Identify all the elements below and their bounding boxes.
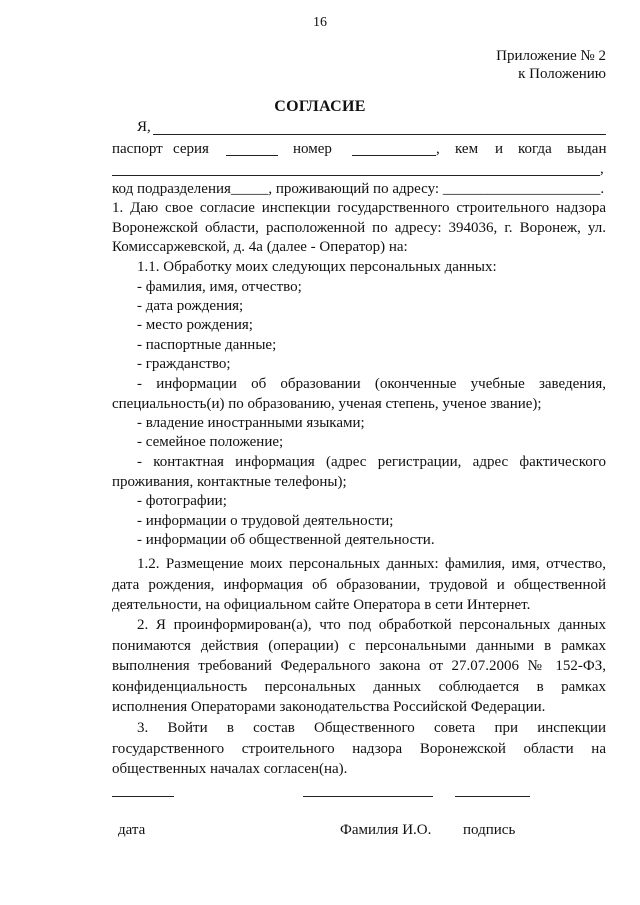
ya-label: Я, xyxy=(137,119,151,135)
issued-by-blank-line xyxy=(112,175,600,176)
contact-line-2: проживания, контактные телефоны); xyxy=(112,473,347,490)
comma-mark: , xyxy=(436,141,440,157)
list-item: - дата рождения; xyxy=(137,298,244,314)
p2-line-3: выполнения требований Федерального закона от 27.07.2006 № 152-ФЗ, xyxy=(112,658,606,674)
list-item: - семейное положение; xyxy=(137,434,284,450)
contact-line-1: - контактная информация (адрес регистрации, адрес фактического xyxy=(137,454,606,470)
edu-line-2: специальность(и) по образованию, ученая степень, ученое звание); xyxy=(112,395,542,412)
passport-label: паспорт xyxy=(112,141,163,157)
paragraph-1 xyxy=(112,199,606,258)
p2-line-4: конфиденциальность персональных данных соблюдается в рамках xyxy=(112,678,606,695)
education-item xyxy=(112,375,606,414)
number-label: номер xyxy=(293,141,332,157)
list-item: - информации об общественной деятельности. xyxy=(137,532,435,548)
list-item: - владение иностранными языками; xyxy=(137,415,365,431)
date-label: дата xyxy=(118,822,146,838)
appendix-reference xyxy=(496,47,606,83)
signature-label: подпись xyxy=(463,822,516,838)
appendix-line-2: к Положению xyxy=(518,66,606,82)
p3-line-2: государственного строительного надзора Воронежской области на xyxy=(112,740,606,757)
p2-line-5: исполнения Операторами законодательства Российской Федерации. xyxy=(112,699,546,715)
sign-signature-line xyxy=(455,796,530,797)
p2-line-1: 2. Я проинформирован(а), что под обработкой персональных данных xyxy=(137,617,606,633)
list-item: - фамилия, имя, отчество; xyxy=(137,279,302,295)
date-signature-line xyxy=(112,796,174,797)
list-item: - гражданство; xyxy=(137,356,231,372)
appendix-line-1: Приложение № 2 xyxy=(496,48,606,64)
number-blank-line xyxy=(352,155,436,156)
list-item: - паспортные данные; xyxy=(137,337,277,353)
paragraph-3 xyxy=(112,718,606,780)
document-title: СОГЛАСИЕ xyxy=(274,98,366,115)
name-blank-line xyxy=(153,134,606,135)
page-number: 16 xyxy=(313,15,327,30)
vydan-label: выдан xyxy=(567,141,607,157)
full-name-label: Фамилия И.О. xyxy=(340,822,432,838)
p12-line-3: деятельности, на официальном сайте Оператора в сети Интернет. xyxy=(112,597,531,613)
list-item: - фотографии; xyxy=(137,493,227,509)
edu-line-1: - информации об образовании (оконченные учебные заведения, xyxy=(137,376,606,392)
list-item: - информации о трудовой деятельности; xyxy=(137,513,394,529)
contact-item xyxy=(112,453,606,492)
p12-line-2: дата рождения, информация об образовании, трудовой и общественной xyxy=(112,576,606,593)
p3-line-3: общественных началах согласен(на). xyxy=(112,761,348,777)
kem-label: кем xyxy=(455,141,479,157)
series-label: серия xyxy=(173,141,209,157)
p12-line-1: 1.2. Размещение моих персональных данных: фамилия, имя, отчество, xyxy=(137,556,606,572)
name-signature-line xyxy=(303,796,433,797)
series-blank-line xyxy=(226,155,278,156)
code-address-line: код подразделения_____, проживающий по адресу: _____________________. xyxy=(112,181,605,197)
paragraph-1-1: 1.1. Обработку моих следующих персональных данных: xyxy=(137,259,497,275)
p1-line-2: Воронежской области, расположенной по адресу: 394036, г. Воронеж, ул. xyxy=(112,219,606,236)
list-item: - место рождения; xyxy=(137,317,253,333)
i-label: и xyxy=(495,141,504,157)
p1-line-1: 1. Даю свое согласие инспекции государственного строительного надзора xyxy=(112,200,606,216)
paragraph-1-2 xyxy=(112,554,606,616)
comma-mark-2: , xyxy=(600,161,604,177)
kogda-label: когда xyxy=(518,141,552,157)
p3-line-1: 3. Войти в состав Общественного совета при инспекции xyxy=(137,720,606,736)
p1-line-3: Комиссаржевской, д. 4а (далее - Оператор) на: xyxy=(112,239,408,256)
paragraph-2 xyxy=(112,615,606,718)
p2-line-2: понимаются действия (операции) с персональными данными в рамках xyxy=(112,637,606,654)
